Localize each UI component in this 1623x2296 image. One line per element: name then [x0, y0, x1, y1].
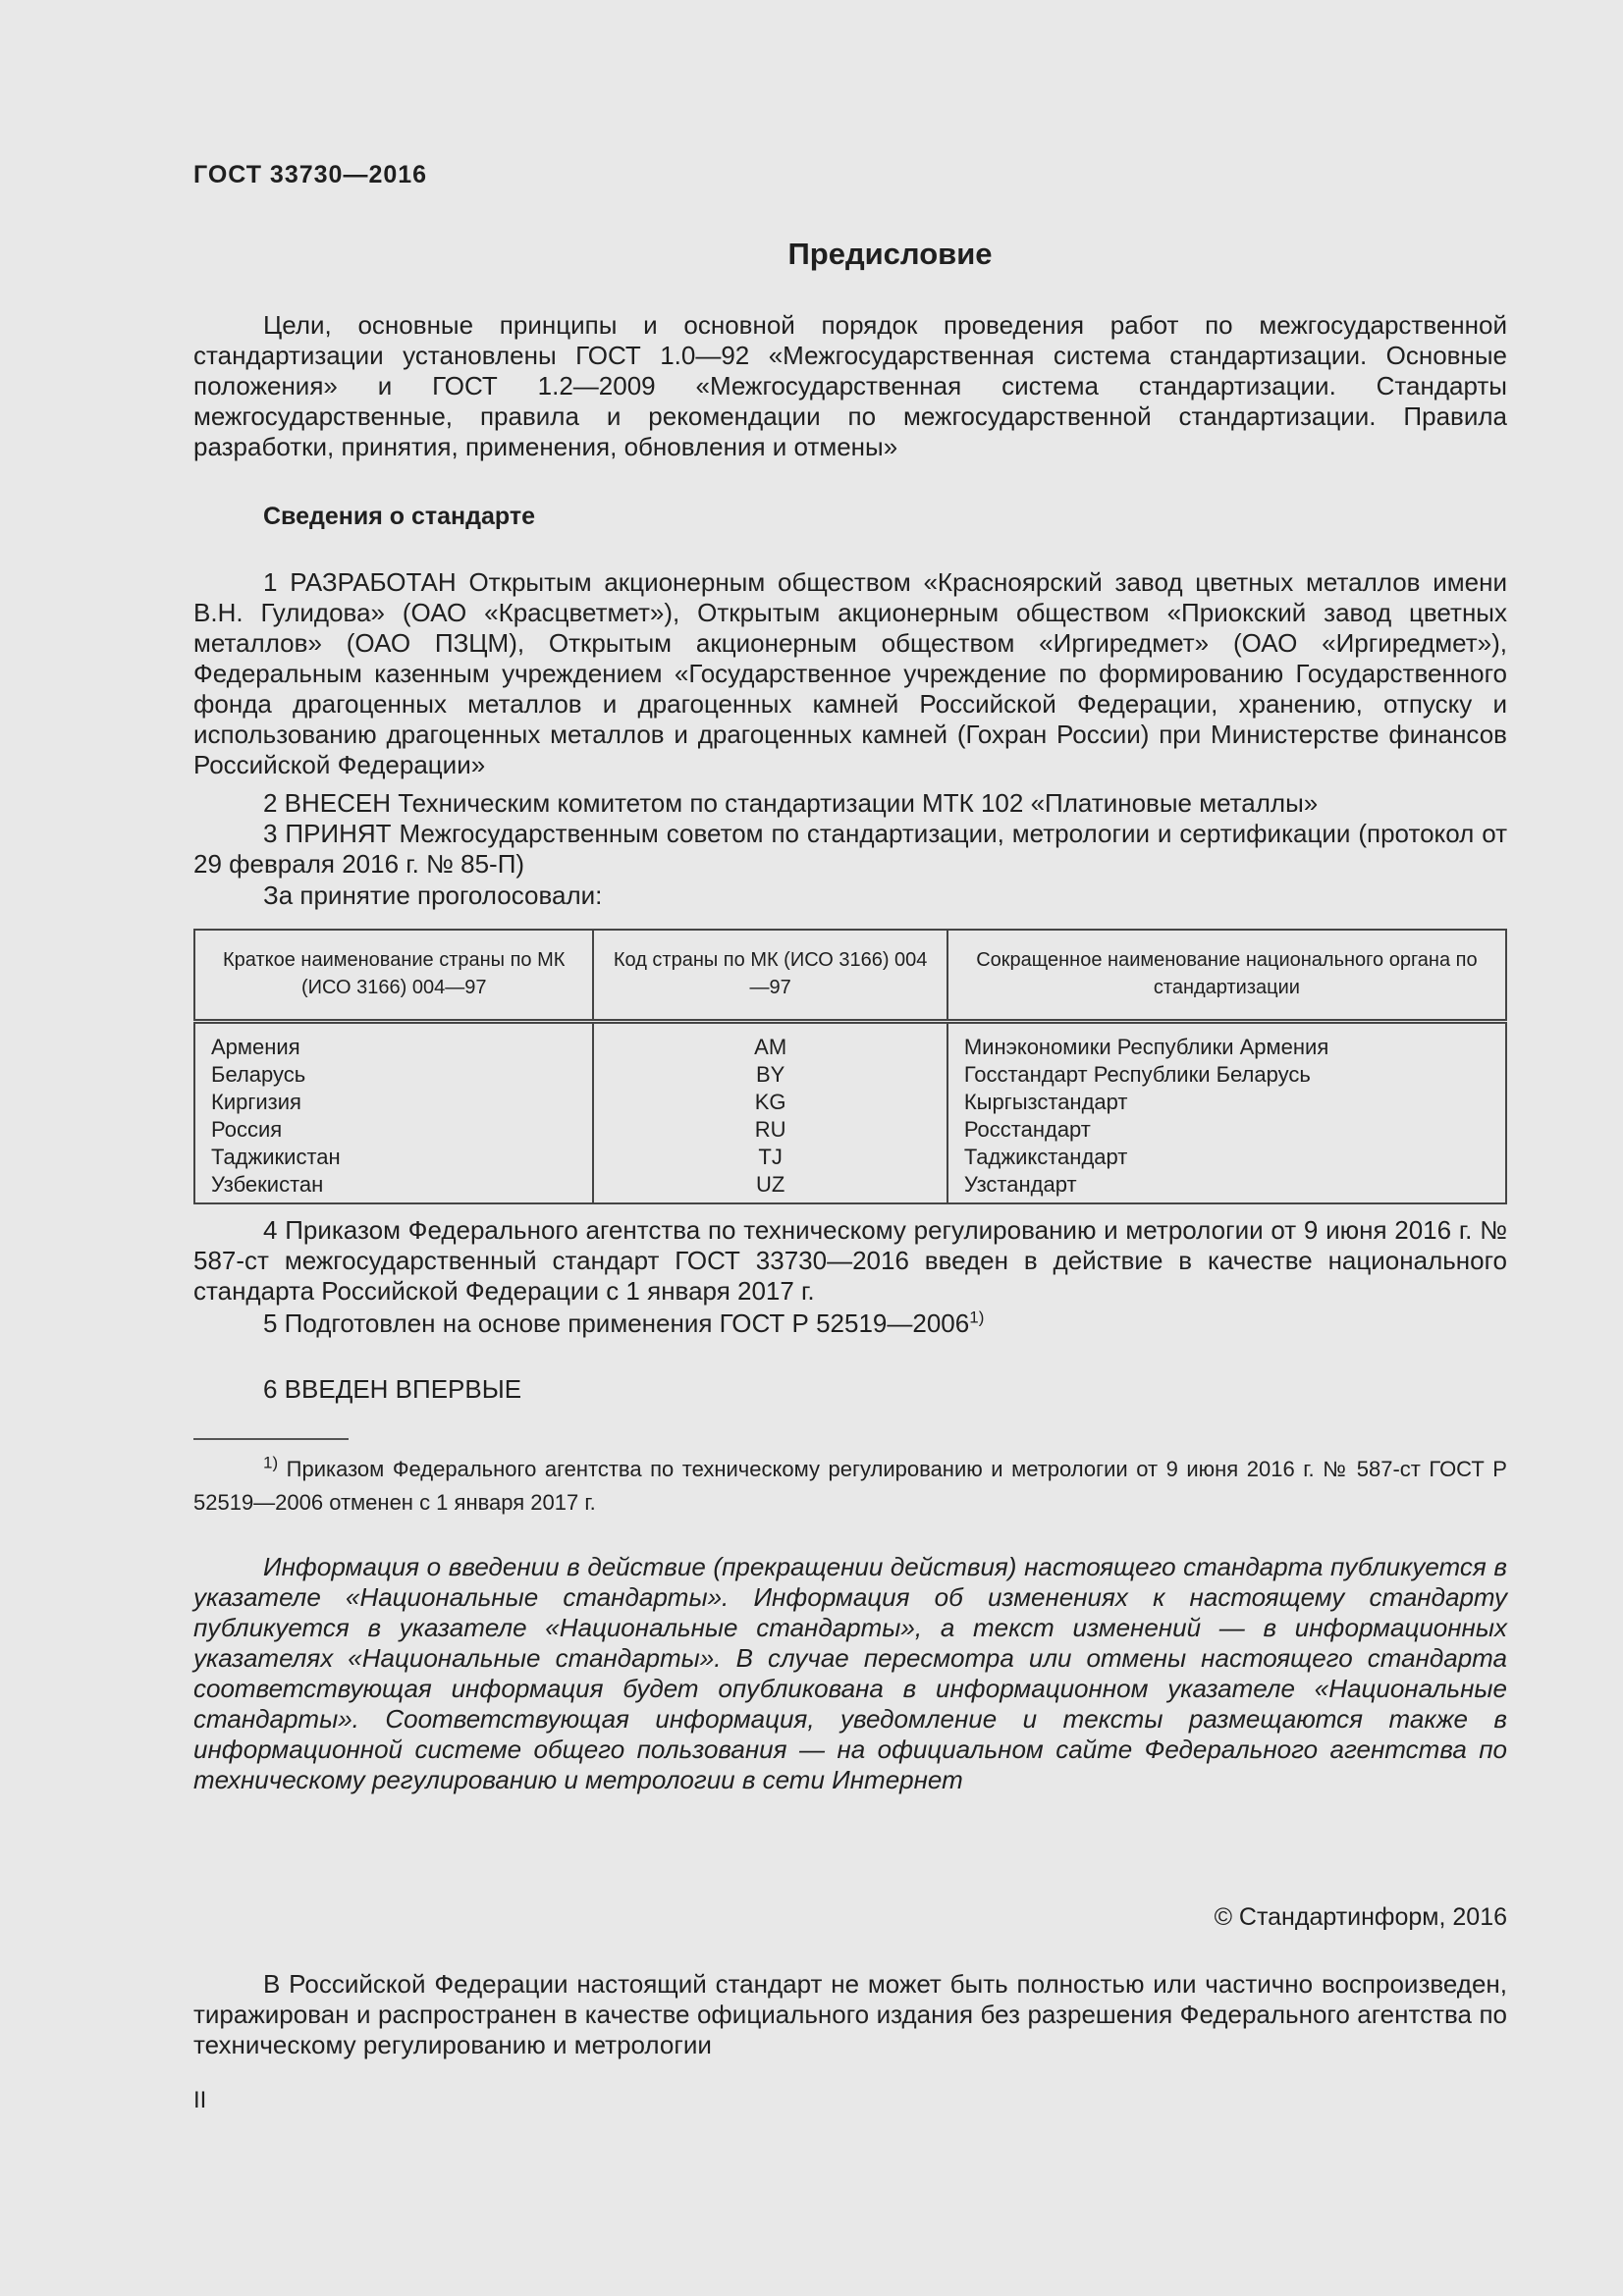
body-cell: Росстандарт [947, 1116, 1506, 1144]
info-notice: Информация о введении в действие (прекращении действия) настоящего стандарта публикуется в указателе «Национальные стандарты». Информация об изменениях к настоящему стандарту публикуется в указателе «Национальные стандарты», а текст изменений — в информационных указателях «Национальные стандарты». В случае пересмотра или отмены настоящего стандарта соответствующая информация будет опубликована в информационном указателе «Национальные стандарты». Соответствующая информация, уведомление и тексты размещаются также в информационной системе общего пользования — на официальном сайте Федерального агентства по техническому регулированию и метрологии в сети Интернет [193, 1552, 1507, 1794]
column-header-body: Сокращенное наименование национального органа по стандартизации [947, 930, 1506, 1022]
country-cell: Таджикистан [194, 1144, 593, 1171]
info-item-1: 1 РАЗРАБОТАН Открытым акционерным обществом «Красноярский завод цветных металлов имени В.Н. Гулидова» (ОАО «Красцветмет»), Открытым акционерным обществом «Приокский завод цветных металлов» (ОАО ПЗЦМ), Открытым акционерным обществом «Иргиредмет» (ОАО «Иргиредмет»), Федеральным казенным учреждением «Государственное учреждение по формированию Государственного фонда драгоценных металлов и драгоценных камней Российской Федерации, хранению, отпуску и использованию драгоценных металлов и драгоценных камней (Гохран России) при Министерстве финансов Российской Федерации» [193, 567, 1507, 779]
country-cell: Россия [194, 1116, 593, 1144]
standard-info-heading: Сведения о стандарте [263, 503, 536, 530]
copyright: © Стандартинформ, 2016 [1214, 1903, 1507, 1931]
footnote-reference: 1) [969, 1308, 985, 1327]
body-cell: Таджикстандарт [947, 1144, 1506, 1171]
code-cell: RU [593, 1116, 947, 1144]
code-cell: AM [593, 1022, 947, 1062]
table-row [194, 1089, 1506, 1116]
reproduction-notice: В Российской Федерации настоящий стандарт не может быть полностью или частично воспроизведен, тиражирован и распространен в качестве официального издания без разрешения Федерального агентства по техническому регулированию и метрологии [193, 1969, 1507, 2059]
info-item-6: 6 ВВЕДЕН ВПЕРВЫЕ [263, 1374, 522, 1404]
voted-label: За принятие проголосовали: [263, 881, 603, 910]
table-row [194, 1144, 1506, 1171]
column-header-country: Краткое наименование страны по МК (ИСО 3166) 004—97 [194, 930, 593, 1022]
footnote-text: Приказом Федерального агентства по техническому регулированию и метрологии от 9 июня 2016 г. № 587-ст ГОСТ Р 52519—2006 отменен с 1 января 2017 г. [193, 1457, 1507, 1515]
body-cell: Минэкономики Республики Армения [947, 1022, 1506, 1062]
info-item-4: 4 Приказом Федерального агентства по техническому регулированию и метрологии от 9 июня 2016 г. № 587-ст межгосударственный стандарт ГОСТ 33730—2016 введен в действие в качестве национального стандарта Российской Федерации с 1 января 2017 г. [193, 1215, 1507, 1306]
page-number: II [193, 2087, 207, 2113]
country-cell: Киргизия [194, 1089, 593, 1116]
table-row [194, 1022, 1506, 1062]
body-cell: Госстандарт Республики Беларусь [947, 1061, 1506, 1089]
body-cell: Узстандарт [947, 1171, 1506, 1203]
code-cell: BY [593, 1061, 947, 1089]
footnote-mark: 1) [263, 1453, 279, 1472]
footnote-divider [193, 1438, 349, 1440]
table-header-row [194, 930, 1506, 1022]
column-header-code: Код страны по МК (ИСО 3166) 004—97 [593, 930, 947, 1022]
voting-table [193, 929, 1507, 1204]
document-code: ГОСТ 33730—2016 [193, 161, 428, 188]
page-title: Предисловие [787, 237, 993, 271]
info-item-5-text: 5 Подготовлен на основе применения ГОСТ Р 52519—2006 [263, 1308, 970, 1338]
intro-paragraph: Цели, основные принципы и основной порядок проведения работ по межгосударственной стандартизации установлены ГОСТ 1.0—92 «Межгосударственная система стандартизации. Основные положения» и ГОСТ 1.2—2009 «Межгосударственная система стандартизации. Стандарты межгосударственные, правила и рекомендации по межгосударственной стандартизации. Правила разработки, принятия, применения, обновления и отмены» [193, 310, 1507, 461]
table-row [194, 1061, 1506, 1089]
country-cell: Узбекистан [194, 1171, 593, 1203]
code-cell: UZ [593, 1171, 947, 1203]
table-row [194, 1171, 1506, 1203]
table-row [194, 1116, 1506, 1144]
info-item-2: 2 ВНЕСЕН Техническим комитетом по стандартизации МТК 102 «Платиновые металлы» [263, 788, 1319, 818]
code-cell: KG [593, 1089, 947, 1116]
body-cell: Кыргызстандарт [947, 1089, 1506, 1116]
country-cell: Армения [194, 1022, 593, 1062]
code-cell: TJ [593, 1144, 947, 1171]
footnote [193, 1453, 1507, 1520]
info-item-5 [263, 1308, 984, 1339]
country-cell: Беларусь [194, 1061, 593, 1089]
info-item-3: 3 ПРИНЯТ Межгосударственным советом по стандартизации, метрологии и сертификации (протокол от 29 февраля 2016 г. № 85-П) [193, 819, 1507, 879]
